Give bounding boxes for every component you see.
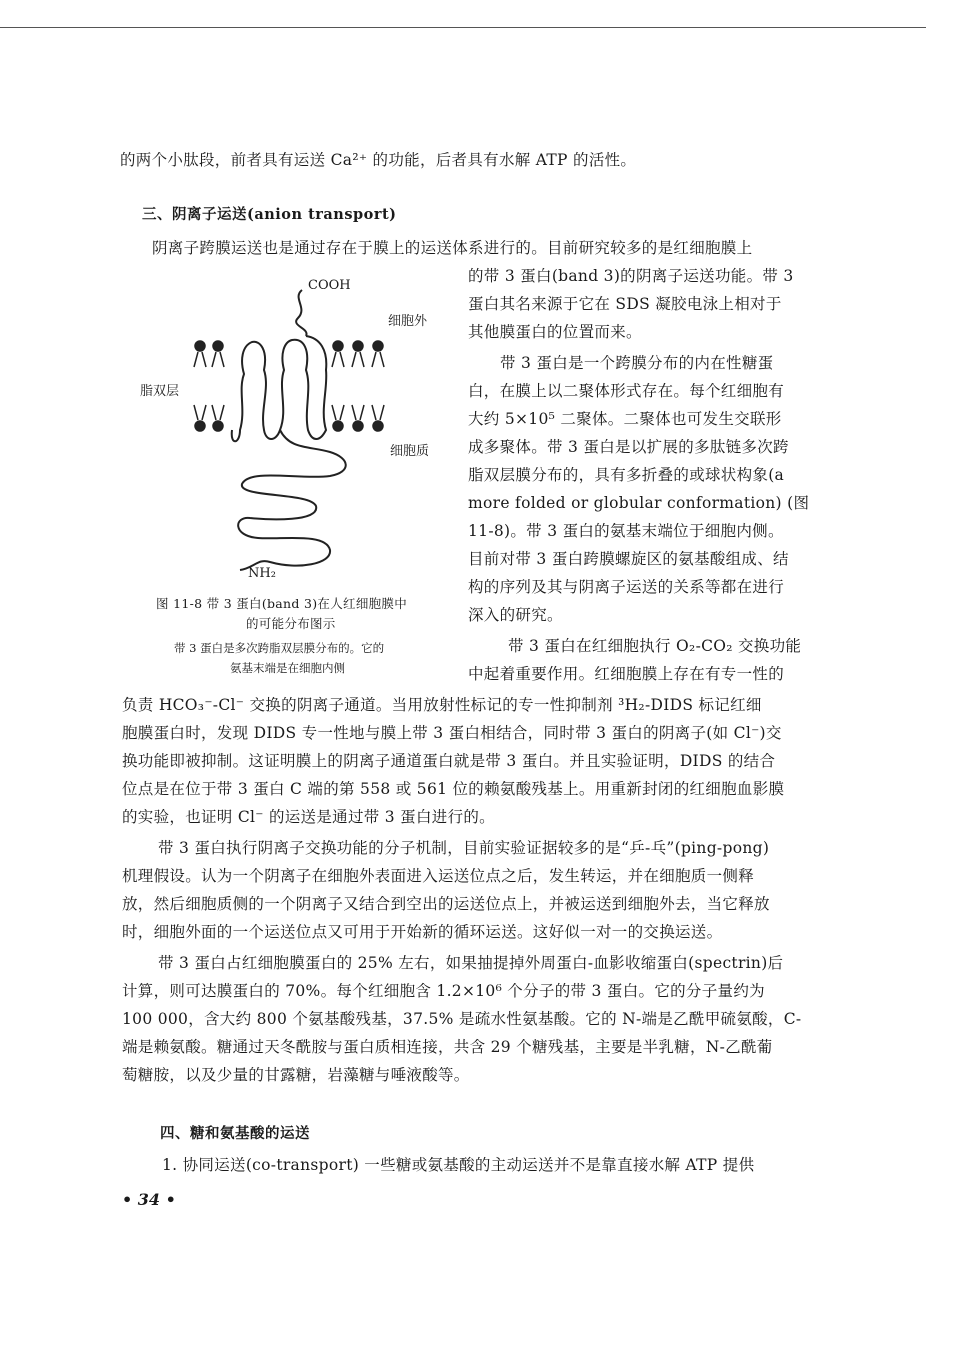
cytoplasm-label: 细胞质 xyxy=(390,444,430,459)
cooh-tail xyxy=(296,290,306,336)
paragraph-line: 胞膜蛋白时，发现 DIDS 专一性地与膜上带 3 蛋白相结合，同时带 3 蛋白的阴离子(如 Cl⁻)交 xyxy=(122,724,782,742)
paragraph-line: 计算，则可达膜蛋白的 70%。每个红细胞含 1.2×10⁶ 个分子的带 3 蛋白。它的分子量约为 xyxy=(122,982,765,1000)
paragraph-line: 端是赖氨酸。糖通过天冬酰胺与蛋白质相连接，共含 29 个糖残基，主要是半乳糖，N-乙酰葡 xyxy=(122,1038,773,1056)
paragraph-line: 目前对带 3 蛋白跨膜螺旋区的氨基酸组成、结 xyxy=(468,550,789,568)
paragraph-line: 中起着重要作用。红细胞膜上存在有专一性的 xyxy=(468,665,785,683)
paragraph-line: 放，然后细胞质侧的一个阴离子又结合到空出的运送位点上，并被运送到细胞外去，当它释放 xyxy=(122,895,770,913)
paragraph-line: 成多聚体。带 3 蛋白是以扩展的多肽链多次跨 xyxy=(468,438,789,456)
cytoplasmic-domain xyxy=(238,430,346,570)
paragraph-line: 机理假设。认为一个阴离子在细胞外表面进入运送位点之后，发生转运，并在细胞质一侧释 xyxy=(122,867,755,885)
paragraph-line: 带 3 蛋白是一个跨膜分布的内在性糖蛋 xyxy=(500,354,774,372)
paragraph-line: 带 3 蛋白在红细胞执行 O₂-CO₂ 交换功能 xyxy=(508,637,802,655)
paragraph-line: 阴离子跨膜运送也是通过存在于膜上的运送体系进行的。目前研究较多的是红细胞膜上 xyxy=(152,239,753,257)
paragraph-line: 的两个小肽段，前者具有运送 Ca²⁺ 的功能，后者具有水解 ATP 的活性。 xyxy=(120,151,637,169)
figure-caption: 图 11-8 带 3 蛋白(band 3)在人红细胞膜中 xyxy=(156,596,408,611)
paragraph-line: 100 000，含大约 800 个氨基酸残基，37.5% 是疏水性氨基酸。它的 N-端是乙酰甲硫氨酸，C- xyxy=(122,1010,802,1028)
transmembrane-helices xyxy=(232,336,327,441)
figure-caption: 的可能分布图示 xyxy=(246,616,336,631)
paragraph-line: 带 3 蛋白执行阴离子交换功能的分子机制，目前实验证据较多的是“乒-乓”(ping-pong) xyxy=(158,839,770,857)
paragraph-line: 的实验，也证明 Cl⁻ 的运送是通过带 3 蛋白进行的。 xyxy=(122,808,495,826)
nh2-label: NH₂ xyxy=(248,566,276,581)
paragraph-line: 蛋白其名来源于它在 SDS 凝胶电泳上相对于 xyxy=(468,295,782,313)
header-rule xyxy=(0,27,926,28)
paragraph-line: 白，在膜上以二聚体形式存在。每个红细胞有 xyxy=(468,382,785,400)
paragraph-line: 位点是在位于带 3 蛋白 C 端的第 558 或 561 位的赖氨酸残基上。用重新封闭的红细胞血影膜 xyxy=(122,780,785,798)
paragraph-line: 萄糖胺，以及少量的甘露糖，岩藻糖与唾液酸等。 xyxy=(122,1066,470,1084)
paragraph-line: 其他膜蛋白的位置而来。 xyxy=(468,323,642,341)
paragraph-line: 换功能即被抑制。这证明膜上的阴离子通道蛋白就是带 3 蛋白。并且实验证明，DIDS 的结合 xyxy=(122,752,776,770)
paragraph-line: more folded or globular conformation) (图 xyxy=(468,494,810,512)
paragraph-line: 时，细胞外面的一个运送位点又可用于开始新的循环运送。这好似一对一的交换运送。 xyxy=(122,923,723,941)
paragraph-line: 1. 协同运送(co-transport) 一些糖或氨基酸的主动运送并不是靠直接水解 ATP 提供 xyxy=(162,1156,755,1174)
section-heading-sugar-amino-acid: 四、糖和氨基酸的运送 xyxy=(160,1125,310,1142)
outside-label: 细胞外 xyxy=(388,314,428,329)
paragraph-line: 深入的研究。 xyxy=(468,606,563,624)
paragraph-line: 脂双层膜分布的，具有多折叠的或球状构象(a xyxy=(468,466,785,484)
section-heading-anion-transport: 三、阴离子运送(anion transport) xyxy=(142,206,397,223)
paragraph-line: 负责 HCO₃⁻-Cl⁻ 交换的阴离子通道。当用放射性标记的专一性抑制剂 ³H₂-DIDS 标记红细 xyxy=(122,696,762,714)
lipid-left xyxy=(194,341,224,431)
bilayer-label: 脂双层 xyxy=(140,384,180,399)
paragraph-line: 11-8)。带 3 蛋白的氨基末端位于细胞内侧。 xyxy=(468,522,784,540)
paragraph-line: 大约 5×10⁵ 二聚体。二聚体也可发生交联形 xyxy=(468,410,782,428)
paragraph-line: 构的序列及其与阴离子运送的关系等都在进行 xyxy=(468,578,785,596)
paragraph-line: 的带 3 蛋白(band 3)的阴离子运送功能。带 3 xyxy=(468,267,794,285)
page-number: • 34 • xyxy=(122,1190,176,1209)
lipid-right xyxy=(332,341,384,431)
figure-note: 氨基末端是在细胞内侧 xyxy=(230,661,345,675)
paragraph-line: 带 3 蛋白占红细胞膜蛋白的 25% 左右，如果抽提掉外周蛋白-血影收缩蛋白(spectrin)后 xyxy=(158,954,784,972)
cooh-label: COOH xyxy=(308,278,351,293)
figure-note: 带 3 蛋白是多次跨脂双层膜分布的。它的 xyxy=(174,641,385,655)
